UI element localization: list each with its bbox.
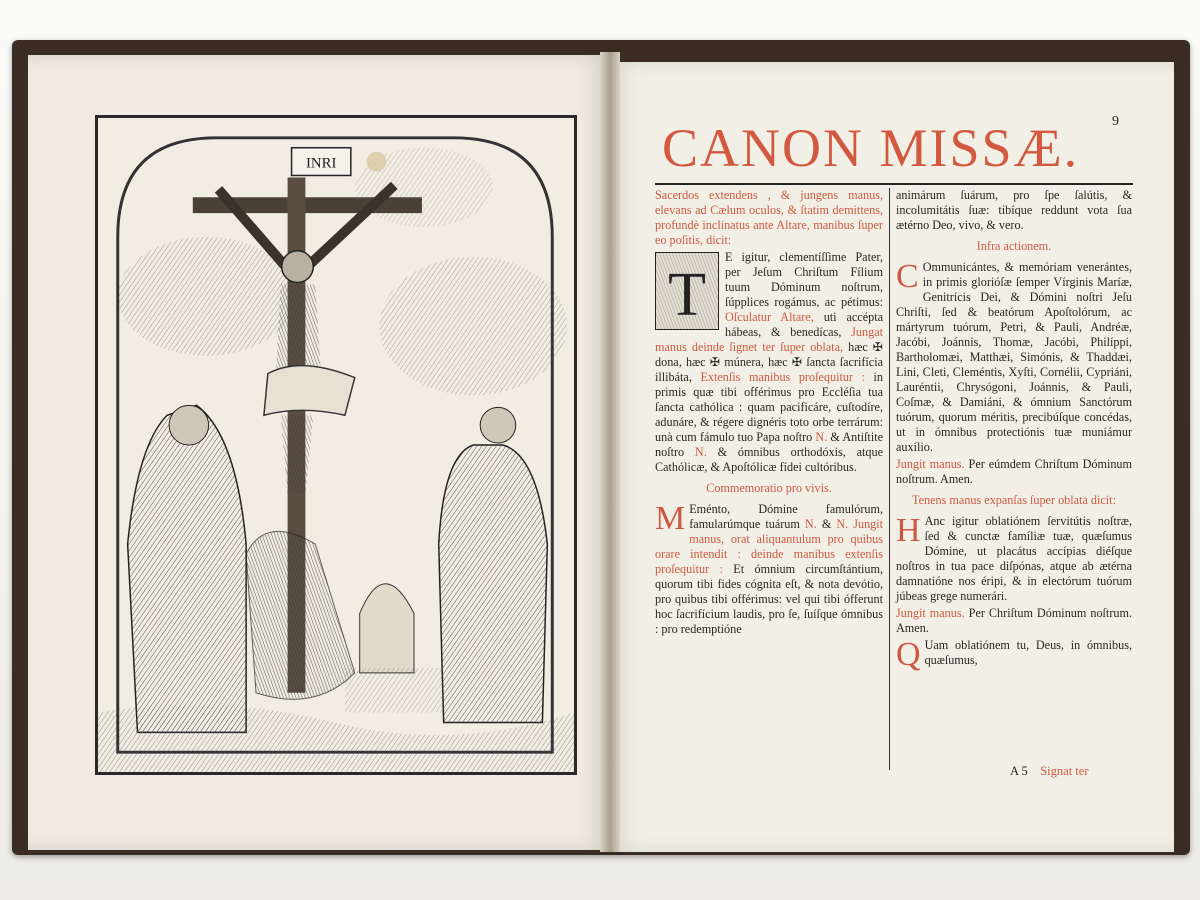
te-igitur-1: E igitur, clementíſſime Pater, per Jeſum Chriſtum Fílium tuum Dóminum noſtrum, ſúpplices rogámus, ac pétimus: — [725, 250, 883, 309]
initial-h: H — [896, 512, 921, 549]
memento-1: Eménto, Dómine famulórum, famularúmque tuárum — [689, 502, 883, 531]
memento-amp: & — [821, 517, 832, 531]
rubric-jungit-1: Jungit manus. — [896, 457, 965, 471]
christ-torso — [276, 284, 321, 377]
initial-m: M — [655, 500, 686, 537]
n-marker-3: N. — [804, 517, 817, 531]
rubric-jungit-2: Jungit manus. — [896, 606, 965, 620]
cloud-right — [379, 257, 567, 396]
christ-head — [282, 251, 314, 283]
rubric-jungat: Jungat manus deinde ſignet ter ſuper oblata, — [655, 325, 883, 354]
te-igitur-2: uti accépta hábeas, & benedícas, — [725, 310, 883, 339]
te-igitur-6: & ómnibus orthodóxis, atque Cathólicæ, & Apoſtólicæ fídei cultóribus. — [655, 445, 883, 474]
te-igitur-5: & Antiſtite noſtro — [655, 430, 884, 459]
n-marker-1: N. — [815, 430, 828, 444]
communicantes-text: Ommunicántes, & memóriam venerántes, in primis glorióſæ ſemper Vírginis Maríæ, Genitrícis Dei, & Dómini noſtri Jeſu Chriſti, ſed & beatórum Apoſtolórum, ac mártyrum tuórum, Petri, & Pauli, Andréæ, Jacóbi, Joánnis, Thomæ, Jacóbi, Philíppi, Bartholomæi, Matthæi, Simónis, & Thaddæi, Lini, Cleti, Cleméntis, Xyſti, Cornélii, Cypriáni, Lauréntii, Chrysógoni, Joánnis, & Pauli, Coſmæ, & Damiáni, & ómnium Sanctórum tuórum, quorum méritis, precibúſque concédas, ut in ómnibus protectiónis tuæ muniámur auxílio. — [896, 260, 1132, 454]
per-christum: Per Chriſtum Dóminum noſtrum. Amen. — [896, 606, 1132, 635]
rubric-intro: Sacerdos extendens , & jungens manus, elevans ad Cælum oculos, & ſtatim demittens, profundè inclinatus ante Altare, manibus ſuper eo poſitis, dicit: — [655, 188, 883, 247]
loincloth — [264, 366, 355, 416]
rubric-extensis: Extenſis manibus proſequitur : — [700, 370, 865, 384]
rubric-osculatur: Oſculatur Altare, — [725, 310, 814, 324]
book-gutter — [600, 52, 620, 852]
per-eundem: Per eúmdem Chriſtum Dóminum noſtrum. Amen. — [896, 457, 1133, 486]
heading-infra: Infra actionem. — [976, 239, 1052, 253]
hanc-igitur: Anc igitur oblatiónem ſervitútis noſtræ, ſed & cunctæ famíliæ tuæ, quæſumus Dómine, ut placátus accípias diéſque noſtros in tua pace diſpónas, atque ab ætérna damnatióne nos éripi, & in electórum tuórum júbeas grege numerári. — [896, 514, 1132, 603]
rubric-jungit: Jungit manus, orat aliquantulum pro quibus orare intendit : deinde manibus extenſis proſequitur : — [655, 517, 884, 576]
te-igitur-3: hæc ✠ dona, hæc ✠ múnera, hæc ✠ ſancta ſacrifícia illibáta, — [655, 340, 883, 384]
figure-john — [439, 445, 548, 722]
titulus-text: INRI — [305, 155, 337, 172]
heading-commemoratio: Commemoratio pro vivis. — [706, 481, 832, 495]
figure-mary — [128, 405, 247, 732]
signature-mark: A 5 — [1010, 764, 1028, 778]
catchword-2: ter — [1075, 764, 1089, 778]
page-title: CANON MISSÆ. — [662, 118, 1080, 178]
n-marker-4: N. — [836, 517, 849, 531]
memento-2: Et ómnium circumſtántium, quorum tibi fides cógnita eſt, & nota devótio, pro quibus tibi offérimus: vel qui tibi ófferunt hoc ſacrifícium laudis, pro ſe, ſuíſque ómnibus : pro redemptióne — [655, 562, 884, 636]
dropcap-t — [655, 252, 719, 330]
n-marker-2: N. — [694, 445, 707, 459]
page-number: 9 — [1112, 114, 1119, 129]
initial-c: C — [896, 258, 919, 295]
quam-oblationem: Uam oblatiónem tu, Deus, in ómnibus, quæſumus, — [924, 638, 1132, 667]
title-rule — [655, 183, 1133, 185]
page-footer — [1010, 764, 1088, 779]
crucifixion-woodcut — [95, 115, 577, 775]
woodcut-illustration — [98, 118, 574, 772]
catchword: Signat — [1040, 764, 1073, 778]
text-column-right — [896, 188, 1133, 673]
te-igitur-4: in primis quæ tibi offérimus pro Eccléſia tua ſancta cathólica : quam pacificáre, cuſtodíre, adunáre, & régere dignéris toto orbe terrárum: unà cum fámulo tuo Papa noſtro — [655, 370, 884, 444]
initial-q: Q — [896, 636, 921, 673]
dropcap-letter: T — [668, 261, 706, 329]
text-column-left — [655, 188, 883, 639]
continuation-text: animárum ſuárum, pro ſpe ſalútis, & incolumitátis ſuæ: tibíque reddunt vota ſua ætérno Deo, vivo, & vero. — [896, 188, 1132, 232]
column-divider — [889, 188, 890, 770]
heading-tenens: Tenens manus expanſas ſuper oblata dicit: — [912, 493, 1116, 507]
